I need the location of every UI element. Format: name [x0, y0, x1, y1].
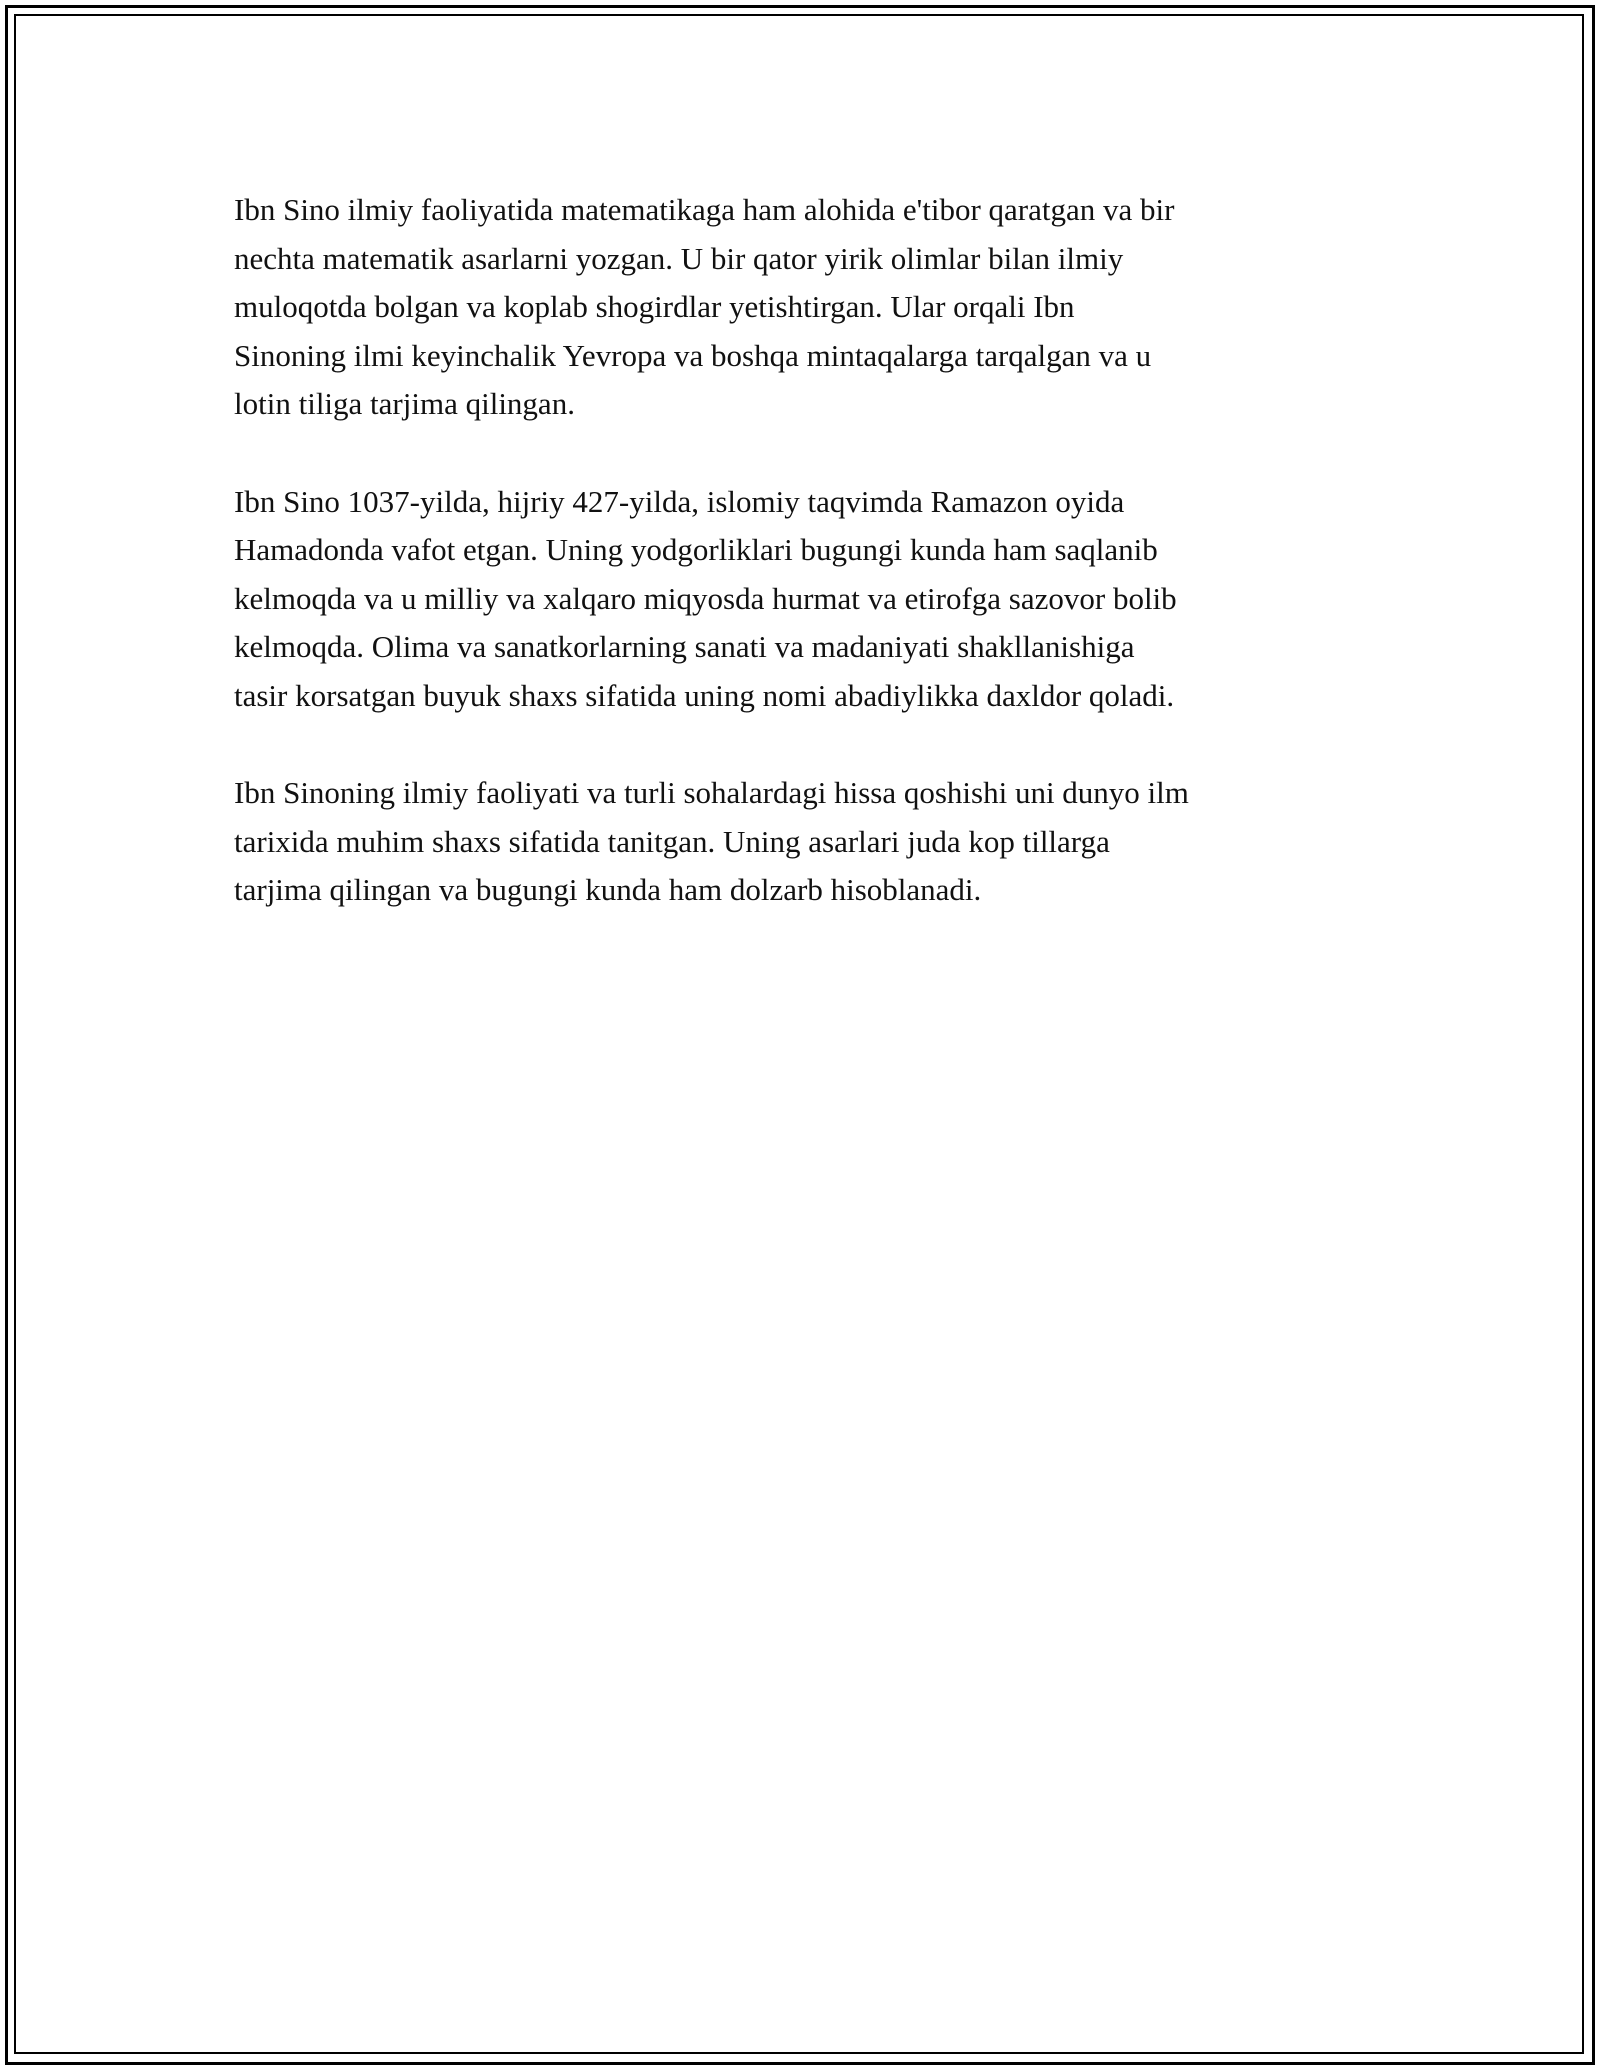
paragraph-mathematics-and-students: Ibn Sino ilmiy faoliyatida matematikaga ham alohida e'tibor qaratgan va bir nechta matematik asarlarni yozgan. U bir qator yirik olimlar bilan ilmiy muloqotda bolgan va koplab shogirdlar yetishtirgan. Ular orqali Ibn Sinoning ilmi keyinchalik Yevropa va boshqa mintaqalarga tarqalgan va u lotin tiliga tarjima qilingan.	[234, 192, 1175, 421]
paragraph-scientific-contribution: Ibn Sinoning ilmiy faoliyati va turli sohalardagi hissa qoshishi uni dunyo ilm tarixida muhim shaxs sifatida tanitgan. Uning asarlari juda kop tillarga tarjima qilingan va bugungi kunda ham dolzarb hisoblanadi.	[234, 775, 1189, 907]
document-body	[234, 186, 1384, 964]
paragraph-death-and-legacy: Ibn Sino 1037-yilda, hijriy 427-yilda, islomiy taqvimda Ramazon oyida Hamadonda vafot etgan. Uning yodgorliklari bugungi kunda ham saqlanib kelmoqda va u milliy va xalqaro miqyosda hurmat va etirofga sazovor bolib kelmoqda. Olima va sanatkorlarning sanati va madaniyati shakllanishiga tasir korsatgan buyuk shaxs sifatida uning nomi abadiylikka daxldor qoladi.	[234, 483, 1177, 713]
